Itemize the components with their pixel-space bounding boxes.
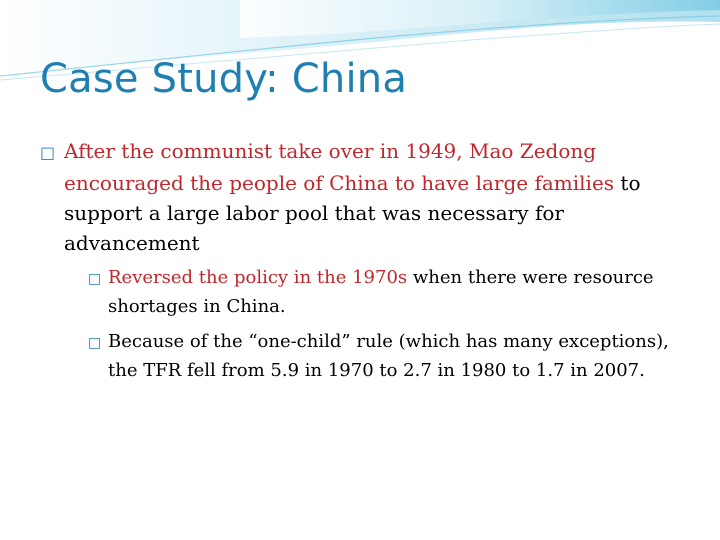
sub-bullet-text: when there were resource shortages in China. [108, 267, 654, 317]
slide-title: Case Study: China [40, 56, 408, 102]
main-bullet [40, 136, 680, 258]
bullet-icon: □ [40, 143, 56, 162]
bullet-icon: □ [88, 335, 102, 351]
main-bullet-text: to support a large labor pool that was necessary for advancement [64, 171, 641, 255]
sub-bullet-one-child [88, 328, 688, 385]
sub-bullet-text: Because of the “one-child” rule (which has many exceptions), the TFR fell from 5.9 in 1970 to 2.7 in 1980 to 1.7 in 2007. [108, 331, 669, 381]
sub-bullet-emphasis: Reversed the policy in the 1970s [108, 267, 408, 288]
sub-bullet-policy-reversal [88, 264, 688, 321]
main-bullet-emphasis: After the communist take over in 1949, Mao Zedong encouraged the people of China to have large families [64, 139, 615, 195]
bullet-icon: □ [88, 271, 102, 287]
